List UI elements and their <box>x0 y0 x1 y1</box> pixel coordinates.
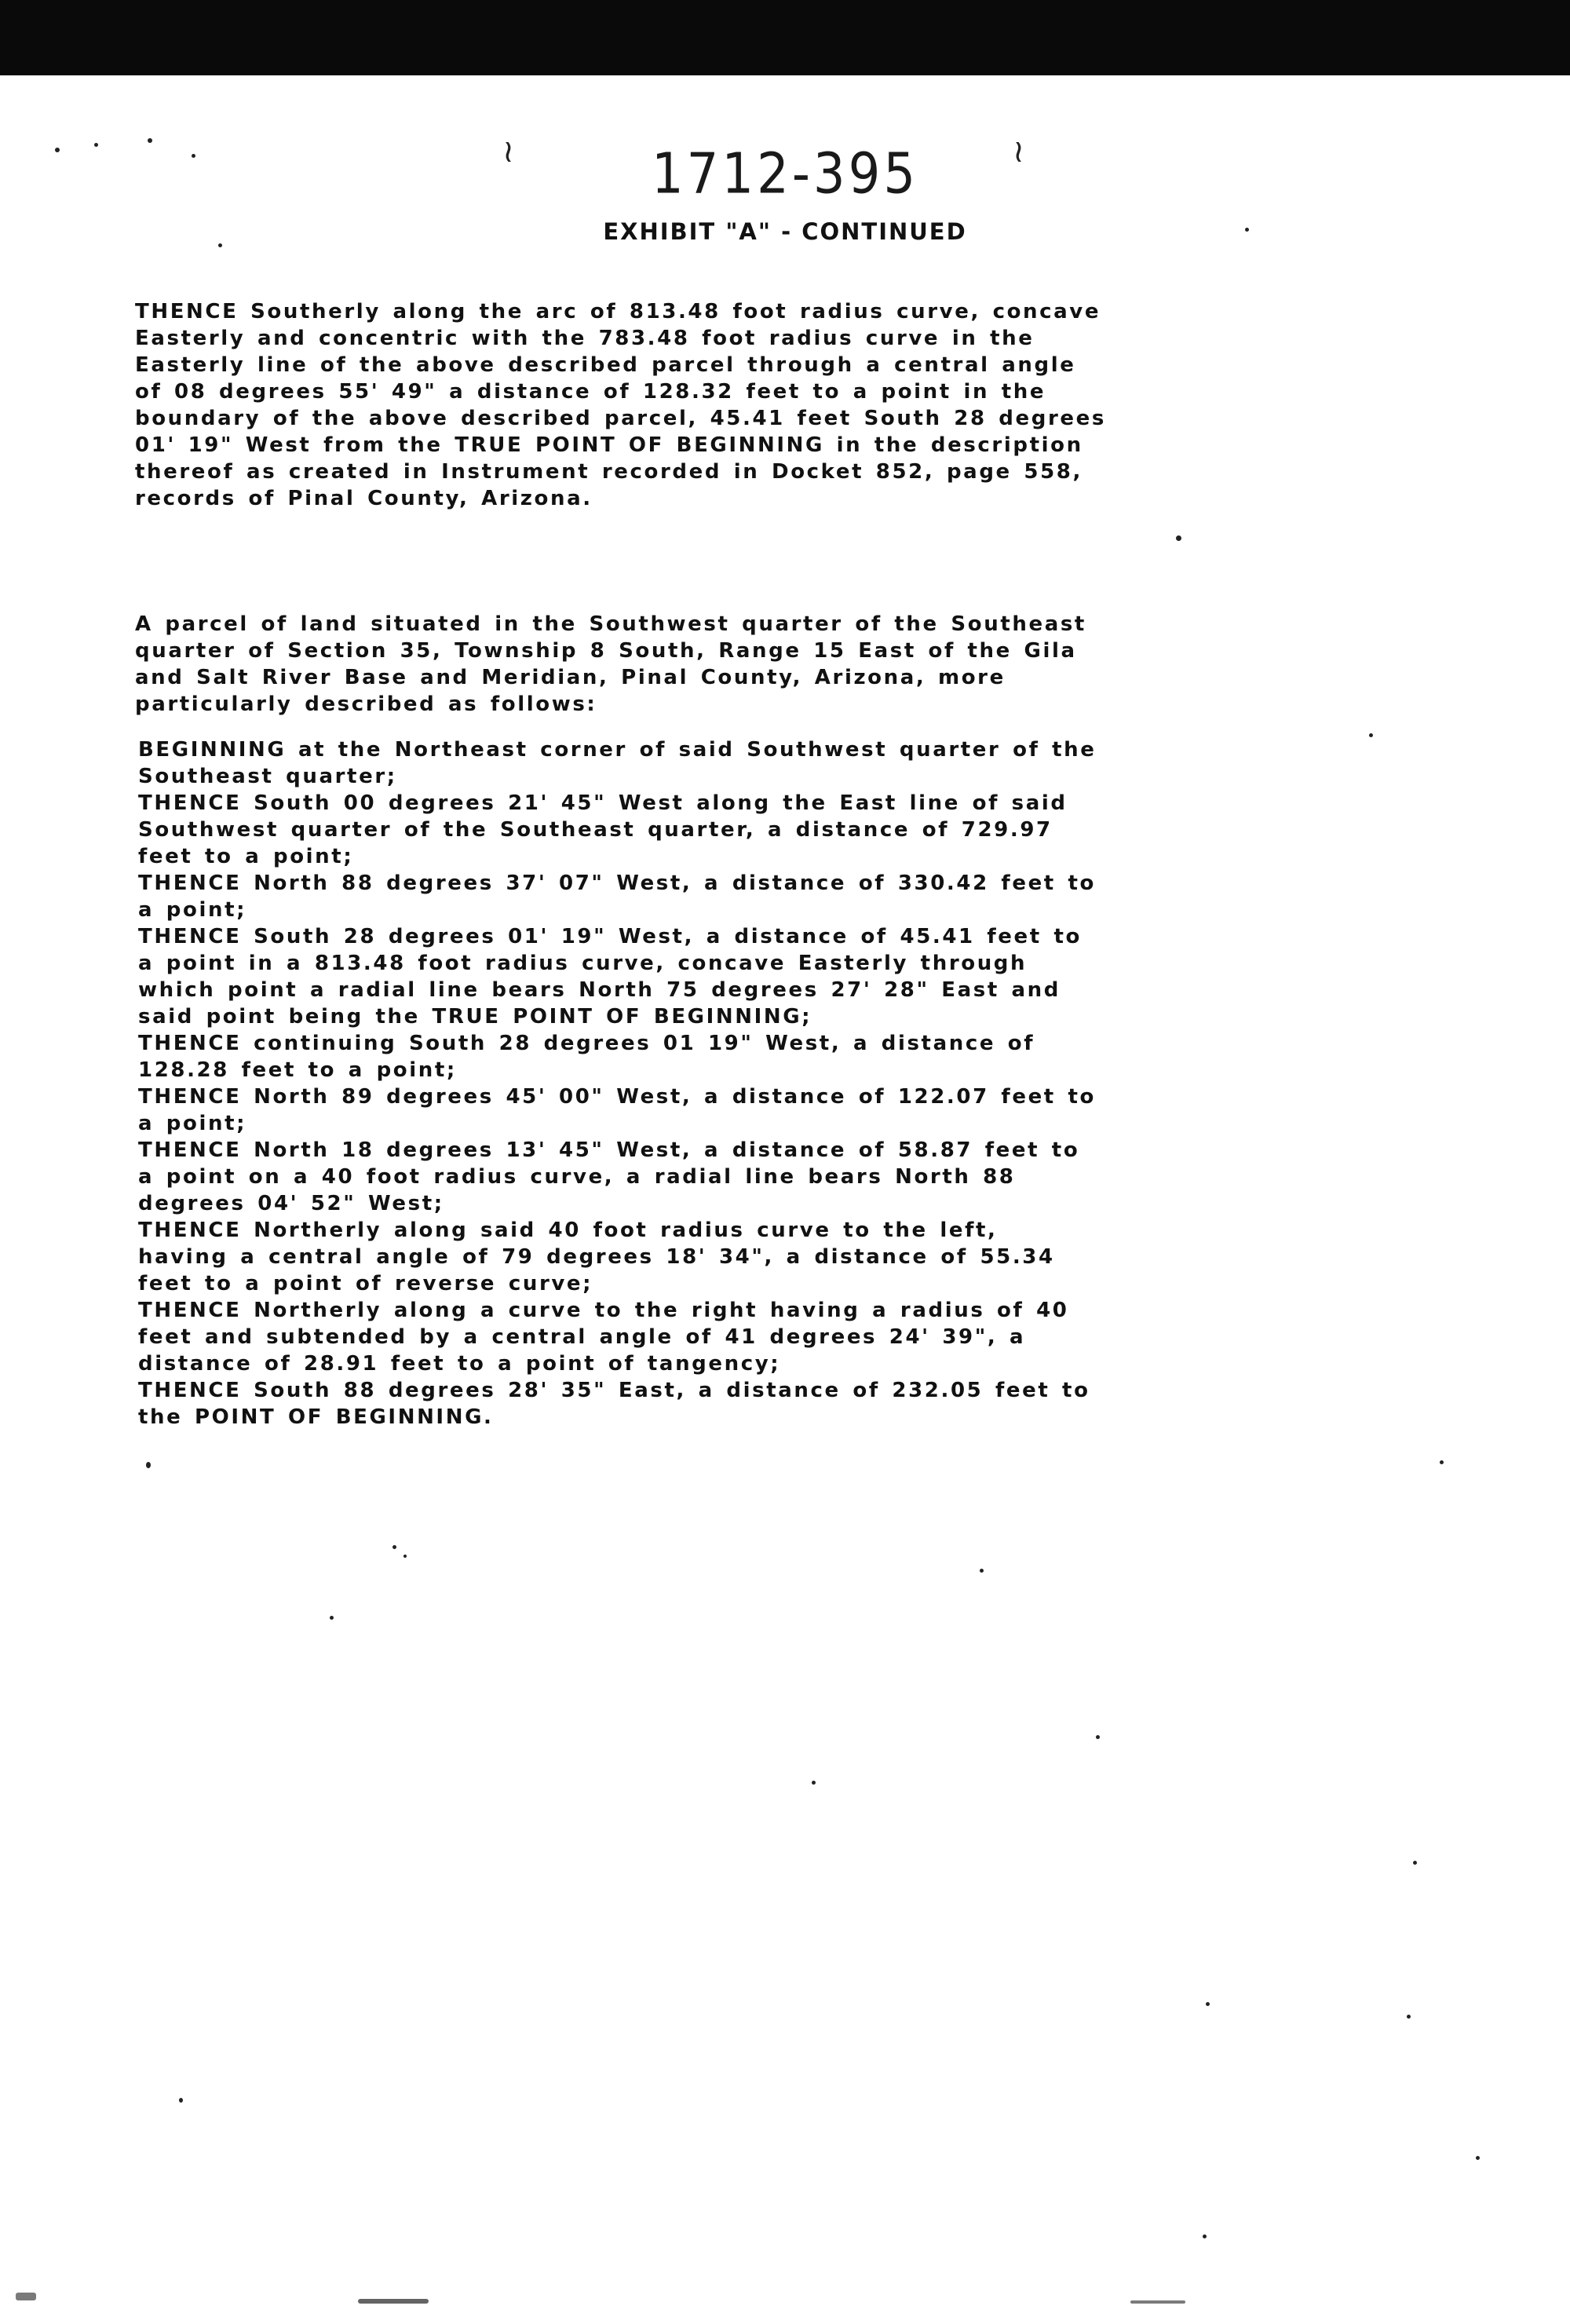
scan-speck <box>16 2293 36 2300</box>
text-line: THENCE continuing South 28 degrees 01 19" West, a distance of <box>138 1032 1035 1055</box>
text-line: THENCE Northerly along said 40 foot radius curve to the left, <box>138 1219 998 1242</box>
text-line: feet and subtended by a central angle of 41 degrees 24' 39", a <box>138 1325 1026 1349</box>
scan-speck <box>1407 2015 1411 2019</box>
text-line: THENCE North 88 degrees 37' 07" West, a distance of 330.42 feet to <box>138 872 1096 895</box>
scan-speck <box>980 1569 984 1573</box>
scan-speck <box>403 1555 407 1558</box>
text-line: of 08 degrees 55' 49" a distance of 128.32 feet to a point in the <box>135 380 1046 404</box>
text-line: distance of 28.91 feet to a point of tangency; <box>138 1352 781 1376</box>
scan-speck <box>1440 1460 1444 1464</box>
scan-speck <box>94 143 98 147</box>
scan-speck <box>1096 1735 1100 1739</box>
text-line: records of Pinal County, Arizona. <box>135 487 593 510</box>
scan-speck <box>55 148 60 152</box>
scan-speck <box>1413 1861 1417 1865</box>
text-line: THENCE South 88 degrees 28' 35" East, a distance of 232.05 feet to <box>138 1379 1090 1402</box>
paragraph-arc-description <box>135 298 1350 512</box>
text-line: a point; <box>138 1112 247 1135</box>
text-line: THENCE North 18 degrees 13' 45" West, a distance of 58.87 feet to <box>138 1138 1080 1162</box>
text-line: Easterly line of the above described parcel through a central angle <box>135 353 1076 377</box>
text-line: THENCE Northerly along a curve to the right having a radius of 40 <box>138 1299 1069 1322</box>
scan-speck <box>358 2299 429 2304</box>
scan-speck <box>148 138 152 143</box>
text-line: and Salt River Base and Meridian, Pinal County, Arizona, more <box>135 666 1006 689</box>
text-line: 01' 19" West from the TRUE POINT OF BEGINNING in the description <box>135 433 1083 457</box>
scan-speck <box>179 2098 183 2103</box>
handwritten-mark-right: ≀ <box>1013 133 1024 170</box>
scan-speck <box>392 1545 396 1549</box>
scan-speck <box>1245 228 1249 232</box>
scan-speck <box>330 1616 334 1620</box>
scan-speck <box>1206 2002 1210 2006</box>
scan-top-band <box>0 0 1570 75</box>
scan-speck <box>1130 2300 1185 2304</box>
text-line: said point being the TRUE POINT OF BEGINNING; <box>138 1005 812 1029</box>
text-line: thereof as created in Instrument recorded in Docket 852, page 558, <box>135 460 1083 484</box>
text-line: THENCE Southerly along the arc of 813.48 foot radius curve, concave <box>135 300 1101 323</box>
scan-speck <box>146 1462 151 1468</box>
scan-speck <box>1203 2234 1207 2238</box>
scan-speck <box>812 1781 816 1785</box>
text-line: BEGINNING at the Northeast corner of said Southwest quarter of the <box>138 738 1097 762</box>
text-line: THENCE South 28 degrees 01' 19" West, a distance of 45.41 feet to <box>138 925 1082 948</box>
scan-speck <box>192 154 195 158</box>
document-number: 1712-395 <box>651 141 919 207</box>
exhibit-title: EXHIBIT "A" - CONTINUED <box>603 218 967 245</box>
text-line: Southwest quarter of the Southeast quarter, a distance of 729.97 <box>138 818 1053 842</box>
scan-speck <box>1369 733 1373 737</box>
handwritten-mark-left: ≀ <box>502 133 514 170</box>
text-line: boundary of the above described parcel, 45.41 feet South 28 degrees <box>135 407 1106 430</box>
text-line: A parcel of land situated in the Southwest quarter of the Southeast <box>135 612 1086 636</box>
text-line: Southeast quarter; <box>138 765 397 788</box>
text-line: having a central angle of 79 degrees 18' 34", a distance of 55.34 <box>138 1245 1055 1269</box>
text-line: which point a radial line bears North 75 degrees 27' 28" East and <box>138 978 1061 1002</box>
text-line: a point on a 40 foot radius curve, a radial line bears North 88 <box>138 1165 1016 1189</box>
text-line: a point; <box>138 898 247 922</box>
text-line: a point in a 813.48 foot radius curve, concave Easterly through <box>138 952 1028 975</box>
text-line: particularly described as follows: <box>135 692 597 716</box>
scan-speck <box>218 243 222 247</box>
text-line: THENCE South 00 degrees 21' 45" West along the East line of said <box>138 791 1068 815</box>
scan-speck <box>1476 2156 1480 2160</box>
text-line: feet to a point; <box>138 845 354 868</box>
text-line: THENCE North 89 degrees 45' 00" West, a distance of 122.07 feet to <box>138 1085 1096 1109</box>
paragraph-metes-and-bounds <box>138 736 1353 1431</box>
text-line: feet to a point of reverse curve; <box>138 1272 593 1295</box>
text-line: degrees 04' 52" West; <box>138 1192 444 1215</box>
paragraph-parcel-description <box>135 611 1350 718</box>
scan-speck <box>1176 535 1181 541</box>
text-line: the POINT OF BEGINNING. <box>138 1405 494 1429</box>
text-line: 128.28 feet to a point; <box>138 1058 457 1082</box>
text-line: Easterly and concentric with the 783.48 foot radius curve in the <box>135 327 1035 350</box>
text-line: quarter of Section 35, Township 8 South, Range 15 East of the Gila <box>135 639 1077 663</box>
